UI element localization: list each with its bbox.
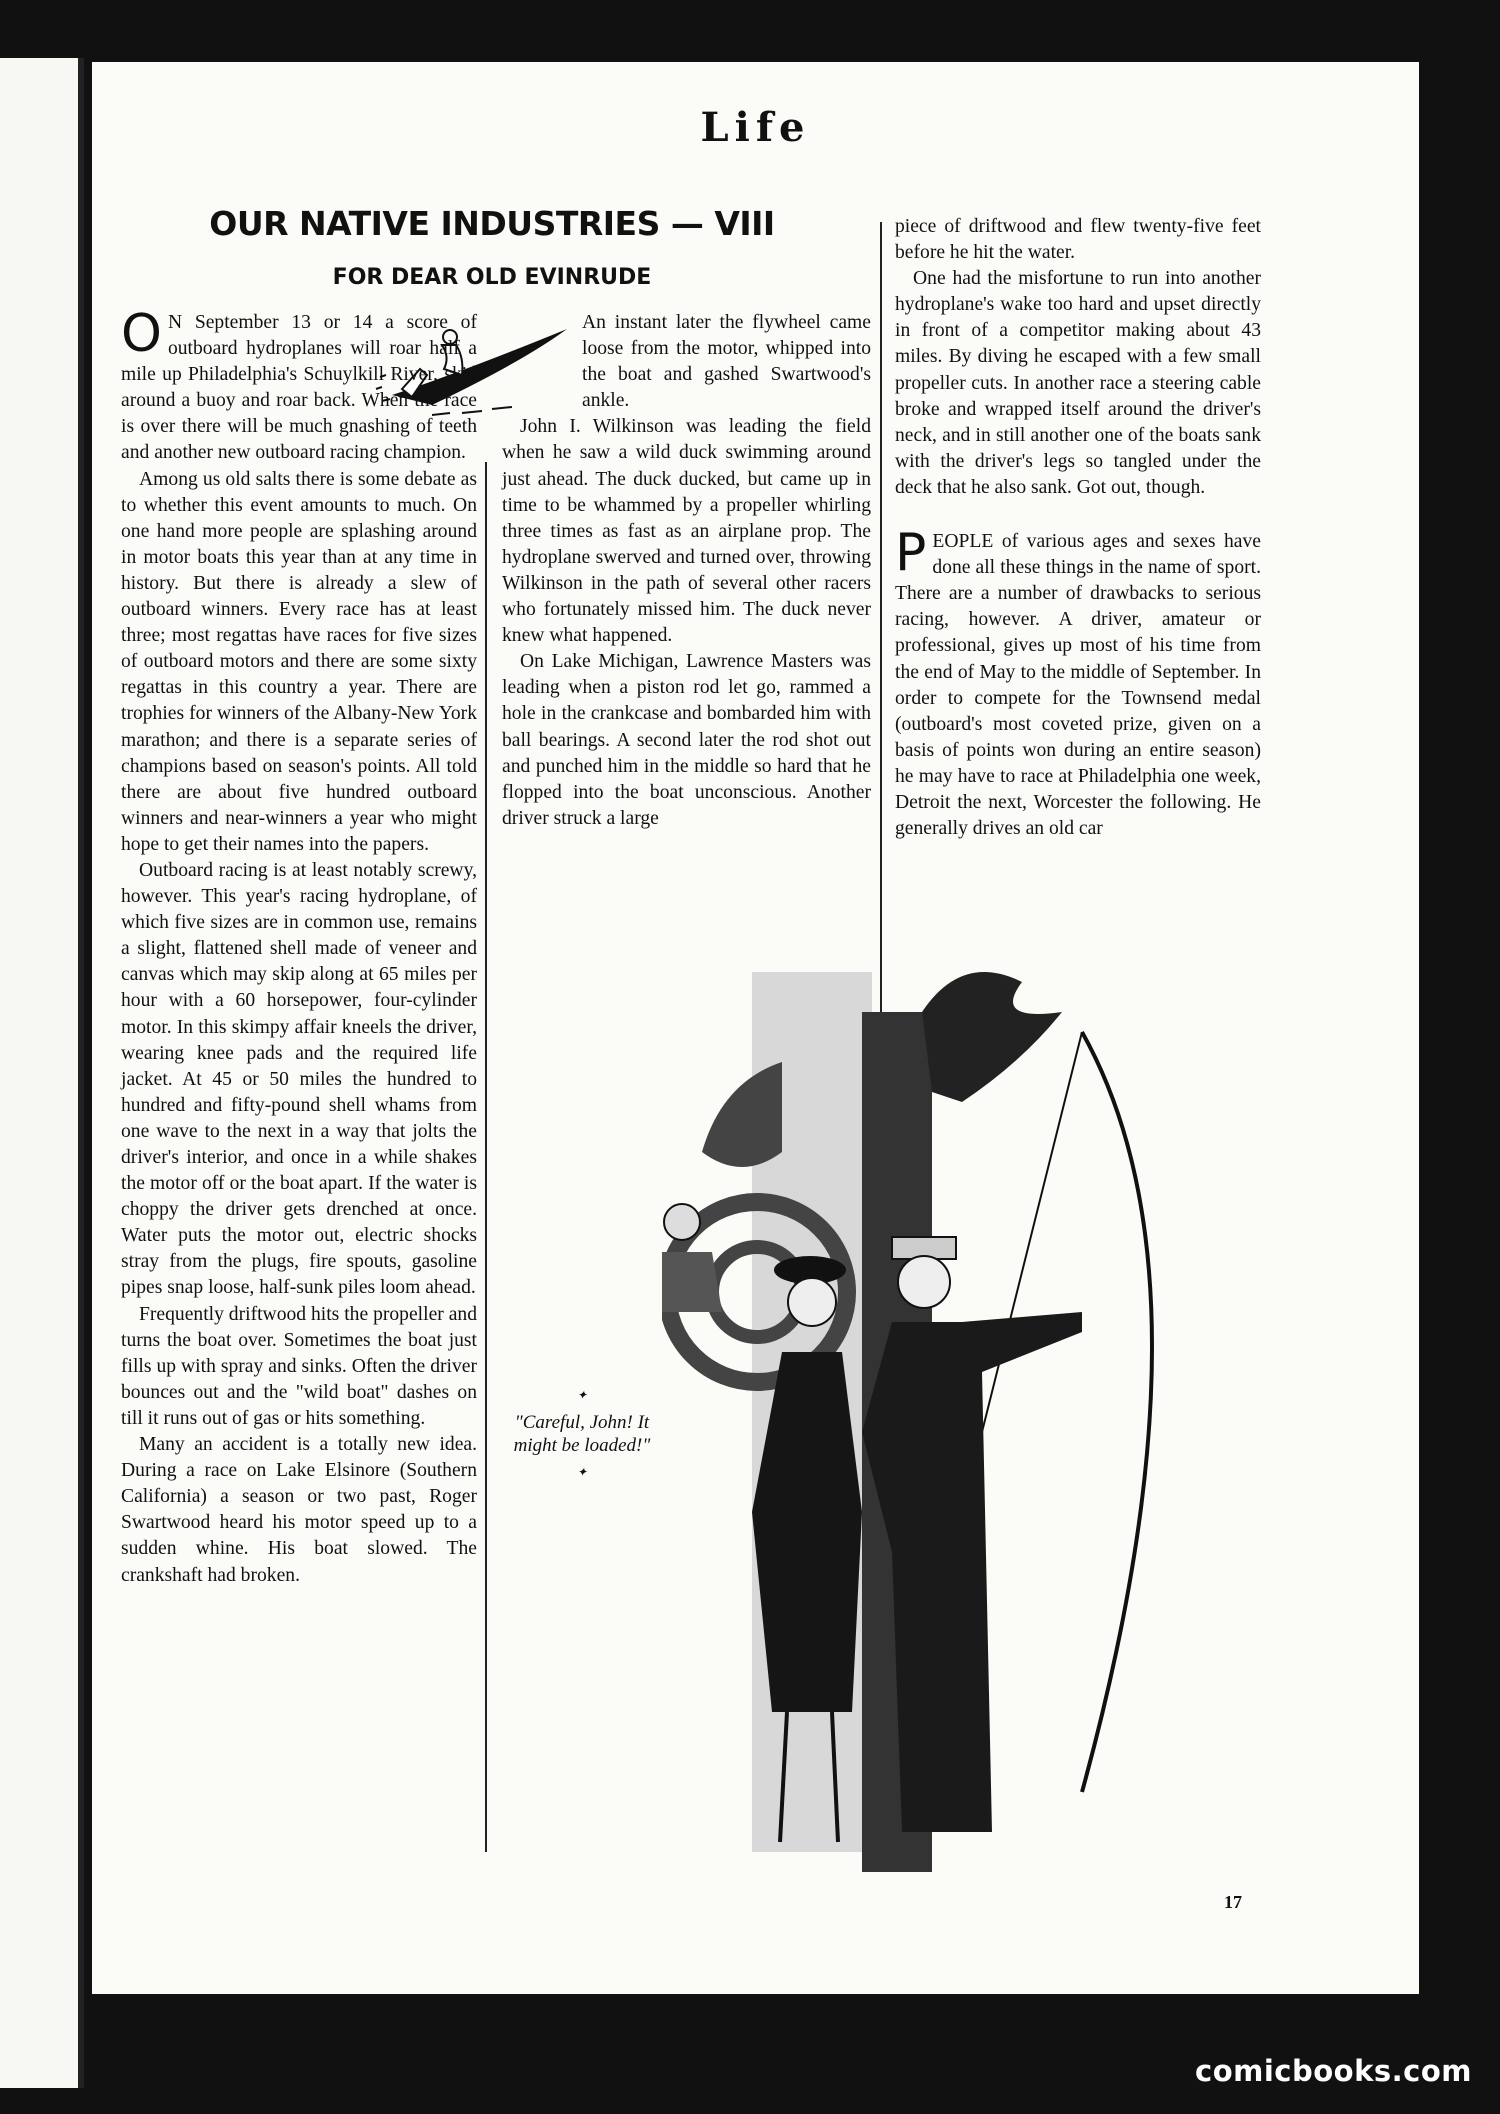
cartoon-caption xyxy=(507,1380,657,1488)
paragraph: One had the misfortune to run into another hydroplane's wake too hard and upset directly in front of a competitor making about 43 miles. By diving he escaped with a few small propeller cuts. In another race a steering cable broke and wrapped itself around the driver's neck, and in still another one of the boats sank with the driver's legs so tangled under the deck that he also sank. Got out, though. xyxy=(895,268,1261,498)
column-3 xyxy=(895,214,1261,842)
paragraph: Outboard racing is at least notably screwy, however. This year's racing hydroplane, of which five sizes are in common use, remains a slight, flattened shell made of veneer and canvas which may skip along at 65 miles per hour with a 60 horsepower, four-cylinder motor. In this skimpy affair kneels the driver, wearing knee pads and the required life jacket. At 45 or 50 miles the hundred to hundred and fifty-pound shell whams from one wave to the next in a way that jolts the driver's interior, and once in a while shakes the motor off or the boat apart. If the water is choppy the driver gets drenched at once. Water puts the motor out, electric shocks stray from the plugs, fire spouts, gasoline pipes snap loose, half-sunk piles loom ahead. xyxy=(121,859,477,1299)
paragraph: Many an accident is a totally new idea. During a race on Lake Elsinore (Southern California) a season or two past, Roger Swartwood heard his motor speed up to a sudden whine. His boat slowed. The crankshaft had broken. xyxy=(121,1434,477,1586)
paragraph-text: N September 13 or 14 a score of outboard hydroplanes will roar half a mile up Philadelphia's Schuylkill River, skid around a buoy and roar back. When the race is over there will be much gnashing of teeth and another new outboard racing champion. xyxy=(121,312,477,464)
paragraph: John I. Wilkinson was leading the field when he saw a wild duck swimming around just ahead. The duck ducked, but came up in time to be whammed by a propeller whirling three times as fast as an airplane prop. The hydroplane swerved and turned over, throwing Wilkinson in the path of several other racers who fortunately missed him. The duck never knew what happened. xyxy=(502,416,871,647)
column-rule xyxy=(880,222,882,1012)
paragraph xyxy=(895,523,1261,842)
article-subtitle: FOR DEAR OLD EVINRUDE xyxy=(332,265,652,290)
page-number: 17 xyxy=(1224,1892,1242,1912)
left-page-edge xyxy=(0,58,84,2088)
paragraph: On Lake Michigan, Lawrence Masters was leading when a piston rod let go, rammed a hole in the crankcase and bombarded him with ball bearings. A second later the rod shot out and punched him in the middle so hard that he flopped into the boat unconscious. Another driver struck a large xyxy=(502,651,871,829)
article-title: OUR NATIVE INDUSTRIES — VIII xyxy=(209,204,775,243)
paragraph-text: EOPLE of various ages and sexes have done all these things in the name of sport. There are a number of drawbacks to serious racing, however. A driver, amateur or professional, gives up most of his time from the end of May to the middle of September. In order to compete for the Townsend medal (outboard's most coveted prize, given on a basis of points won during an entire season) he may have to race at Philadelphia one week, Detroit the next, Worcester the following. He generally drives an old car xyxy=(895,531,1261,840)
watermark: comicbooks.com xyxy=(1195,2054,1472,2088)
archer-cartoon xyxy=(662,952,1212,1892)
paragraph: Among us old salts there is some debate as to whether this event amounts to much. On one hand more people are splashing around in motor boats this year than at any time in history. But there is already a slew of outboard winners. Every race has at least three; most regattas have races for five sizes of outboard motors and there are some sixty regattas in this country a year. There are trophies for winners of the Albany-New York marathon; and there is a separate series of champions based on season's points. All told there are about five hundred outboard winners and near-winners a year who might hope to get their names into the papers. xyxy=(121,468,477,855)
column-1 xyxy=(121,304,477,1589)
paragraph: Frequently driftwood hits the propeller and turns the boat over. Sometimes the boat just fills up with spray and sinks. Often the driver bounces out and the "wild boat" dashes on till it runs out of gas or hits something. xyxy=(121,1303,477,1429)
caption-text: "Careful, John! It might be loaded!" xyxy=(513,1412,651,1456)
star-ornament: ✦ xyxy=(576,1388,588,1402)
drop-cap: O xyxy=(121,304,162,364)
drop-cap: P xyxy=(895,523,927,584)
column-rule xyxy=(485,462,487,1852)
star-ornament: ✦ xyxy=(576,1465,588,1479)
masthead: Life xyxy=(700,104,811,151)
paragraph: piece of driftwood and flew twenty-five feet before he hit the water. xyxy=(895,216,1261,264)
paragraph: An instant later the flywheel came loose from the motor, whipped into the boat and gashed Swartwood's ankle. xyxy=(582,312,871,412)
column-2 xyxy=(502,310,871,832)
magazine-page xyxy=(92,62,1419,1994)
paragraph xyxy=(121,304,477,467)
